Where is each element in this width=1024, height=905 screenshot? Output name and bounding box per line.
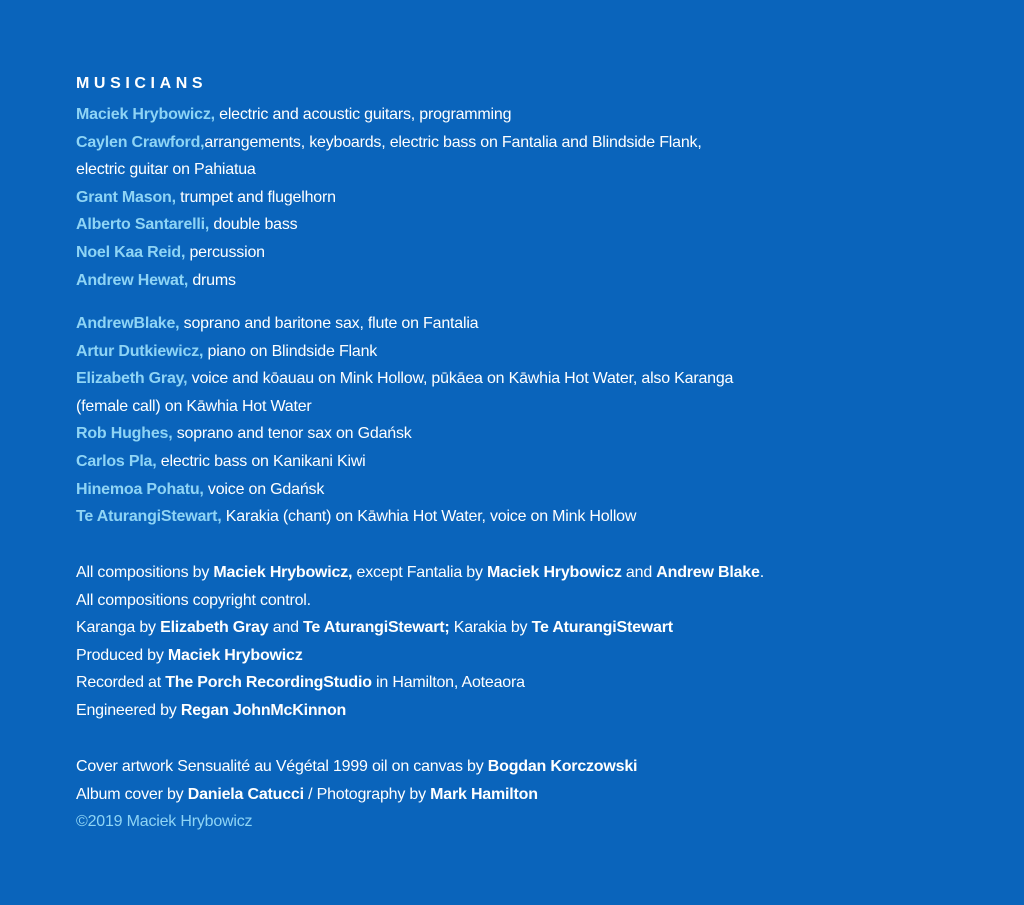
musician-line xyxy=(76,476,733,504)
musician-name: Artur Dutkiewicz, xyxy=(76,342,204,360)
musicians-list-guests xyxy=(76,310,733,531)
credit-person: Mark Hamilton xyxy=(430,785,538,803)
musician-line xyxy=(76,184,702,212)
musician-name: Hinemoa Pohatu, xyxy=(76,480,204,498)
album-cover-photography-credit xyxy=(76,781,637,809)
credit-text: / Photography by xyxy=(303,785,431,803)
copyright-notice: ©2019 Maciek Hrybowicz xyxy=(76,813,253,831)
musician-role: electric bass on Kanikani Kiwi xyxy=(156,452,366,470)
artwork-credits xyxy=(76,753,637,836)
credit-text: in Hamilton, Aoteaora xyxy=(371,674,525,692)
credit-text: Cover artwork Sensualité au Végétal 1999 oil on canvas by xyxy=(76,758,488,775)
musician-role: double bass xyxy=(209,216,298,234)
musician-line-continuation xyxy=(76,156,702,184)
musician-name: Alberto Santarelli, xyxy=(76,216,210,234)
musician-role: voice and kōauau on Mink Hollow, pūkāea on Kāwhia Hot Water, also Karanga xyxy=(187,370,734,388)
credit-text: and xyxy=(621,564,657,581)
credit-person: Bogdan Korczowski xyxy=(487,758,638,775)
musician-name: Noel Kaa Reid, xyxy=(76,243,186,261)
musician-name: Carlos Pla, xyxy=(76,452,157,470)
compositions-credit xyxy=(76,559,764,587)
musician-role: percussion xyxy=(185,243,265,261)
musician-role: electric and acoustic guitars, programming xyxy=(214,106,512,123)
musician-line xyxy=(76,239,702,267)
credit-person: Elizabeth Gray xyxy=(160,619,269,637)
musician-role: electric guitar on Pahiatua xyxy=(76,161,256,179)
musician-role: voice on Gdańsk xyxy=(203,480,325,498)
producer-credit xyxy=(76,642,764,670)
recording-credit xyxy=(76,669,764,697)
musician-name: Elizabeth Gray, xyxy=(76,370,188,388)
credit-person: Andrew Blake xyxy=(656,564,760,581)
liner-notes-page xyxy=(76,0,1006,905)
musician-line xyxy=(76,365,733,393)
musician-role: arrangements, keyboards, electric bass on Fantalia and Blindside Flank, xyxy=(204,133,702,151)
cover-artwork-credit xyxy=(76,753,637,781)
musician-role: soprano and baritone sax, flute on Fantalia xyxy=(179,315,479,332)
musician-line xyxy=(76,338,733,366)
credit-person: Maciek Hrybowicz, xyxy=(213,564,353,581)
credit-text: Karakia by xyxy=(449,619,532,637)
musician-name: AndrewBlake, xyxy=(76,315,180,332)
musician-role: trumpet and flugelhorn xyxy=(175,188,336,206)
musician-line-continuation xyxy=(76,393,733,421)
musician-line xyxy=(76,310,733,338)
credit-person: Maciek Hrybowicz xyxy=(487,564,622,581)
credit-studio: The Porch RecordingStudio xyxy=(165,674,372,692)
musician-name: Rob Hughes, xyxy=(76,425,173,443)
credit-text: Produced by xyxy=(76,646,168,664)
musician-line xyxy=(76,448,733,476)
credit-text: and xyxy=(268,619,304,637)
musician-role: Karakia (chant) on Kāwhia Hot Water, voice on Mink Hollow xyxy=(221,508,637,526)
credit-text: Album cover by xyxy=(76,785,188,803)
credit-text: All compositions by xyxy=(76,564,214,581)
musician-role: drums xyxy=(188,271,236,289)
credit-person: Daniela Catucci xyxy=(187,785,304,803)
credit-person: Regan JohnMcKinnon xyxy=(180,701,347,719)
copyright-control-line: All compositions copyright control. xyxy=(76,591,311,609)
credit-person: Te AturangiStewart; xyxy=(303,619,450,637)
musician-role: (female call) on Kāwhia Hot Water xyxy=(76,397,312,415)
musician-name: Maciek Hrybowicz, xyxy=(76,106,215,123)
credit-text: Karanga by xyxy=(76,619,161,637)
musician-name: Andrew Hewat, xyxy=(76,271,189,289)
musician-role: soprano and tenor sax on Gdańsk xyxy=(172,425,412,443)
engineer-credit xyxy=(76,697,764,725)
musician-line xyxy=(76,503,733,531)
credit-text: Engineered by xyxy=(76,701,181,719)
credit-text: except Fantalia by xyxy=(352,564,488,581)
musician-line xyxy=(76,267,702,295)
musician-name: Caylen Crawford, xyxy=(76,133,205,151)
musician-line xyxy=(76,129,702,157)
credit-text: Recorded at xyxy=(76,674,166,692)
musicians-list-primary xyxy=(76,101,702,294)
karanga-karakia-credit xyxy=(76,614,764,642)
production-credits xyxy=(76,559,764,725)
musician-name: Grant Mason, xyxy=(76,188,176,206)
musician-line xyxy=(76,211,702,239)
credit-person: Te AturangiStewart xyxy=(531,619,673,637)
musician-role: piano on Blindside Flank xyxy=(203,342,378,360)
musician-line xyxy=(76,420,733,448)
musician-name: Te AturangiStewart, xyxy=(76,508,222,526)
musician-line xyxy=(76,101,702,129)
musicians-heading: MUSICIANS xyxy=(76,75,208,92)
credit-text: . xyxy=(759,564,764,581)
credit-person: Maciek Hrybowicz xyxy=(167,646,303,664)
